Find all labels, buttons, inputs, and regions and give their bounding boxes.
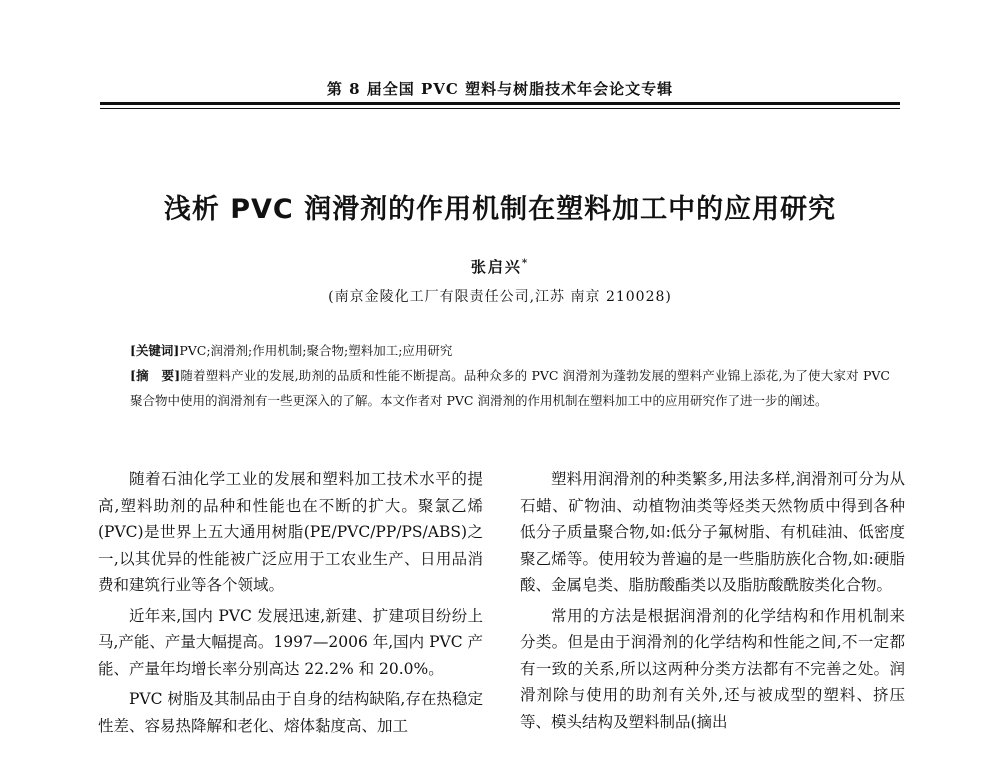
abstract-text: 随着塑料产业的发展,助剂的品质和性能不断提高。品种众多的 PVC 润滑剂为蓬勃发展的塑料产业锦上添花,为了使大家对 PVC 聚合物中使用的润滑剂有一些更深入的了解。本文作者对 PVC 润滑剂的作用机制在塑料加工中的应用研究作了进一步的阐述。 [130,368,890,408]
header-rule [100,102,900,109]
abstract [130,363,890,413]
abstract-label: [摘 要] [130,368,181,383]
author-footnote-mark: * [521,258,530,269]
paragraph: 随着石油化学工业的发展和塑料加工技术水平的提高,塑料助剂的品种和性能也在不断的扩大。聚氯乙烯(PVC)是世界上五大通用树脂(PE/PVC/PP/PS/ABS)之一,以其优异的性能被广泛应用于工农业生产、日用品消费和建筑行业等各个领域。 [98,470,483,594]
keywords [130,338,890,363]
author-name: 张启兴 [470,258,522,276]
keywords-text: PVC;润滑剂;作用机制;聚合物;塑料加工;应用研究 [179,343,453,358]
body-column-right [520,466,905,739]
affiliation: (南京金陵化工厂有限责任公司,江苏 南京 210028) [328,289,672,305]
paragraph: 塑料用润滑剂的种类繁多,用法多样,润滑剂可分为从石蜡、矿物油、动植物油类等烃类天然物质中得到各种低分子质量聚合物,如:低分子氟树脂、有机硅油、低密度聚乙烯等。使用较为普遍的是一些脂肪族化合物,如:硬脂酸、金属皂类、脂肪酸酯类以及脂肪酸酰胺类化合物。 [520,470,905,594]
journal-header: 第 8 届全国 PVC 塑料与树脂技术年会论文专辑 [326,80,674,98]
author-line [0,256,1000,277]
paragraph: 近年来,国内 PVC 发展迅速,新建、扩建项目纷纷上马,产能、产量大幅提高。1997—2006 年,国内 PVC 产能、产量年均增长率分别高达 22.2% 和 20.0%。 [98,606,484,678]
paragraph: 常用的方法是根据润滑剂的化学结构和作用机制来分类。但是由于润滑剂的化学结构和性能之间,不一定都有一致的关系,所以这两种分类方法都有不完善之处。润滑剂除与使用的助剂有关外,还与被成型的塑料、挤压等、模头结构及塑料制品(摘出 [520,606,905,731]
keywords-label: [关键词] [130,343,180,358]
paper-title: 浅析 PVC 润滑剂的作用机制在塑料加工中的应用研究 [163,194,837,225]
body-column-left [98,466,483,743]
paragraph: PVC 树脂及其制品由于自身的结构缺陷,存在热稳定性差、容易热降解和老化、熔体黏度高、加工 [98,690,483,735]
front-matter [130,338,890,413]
